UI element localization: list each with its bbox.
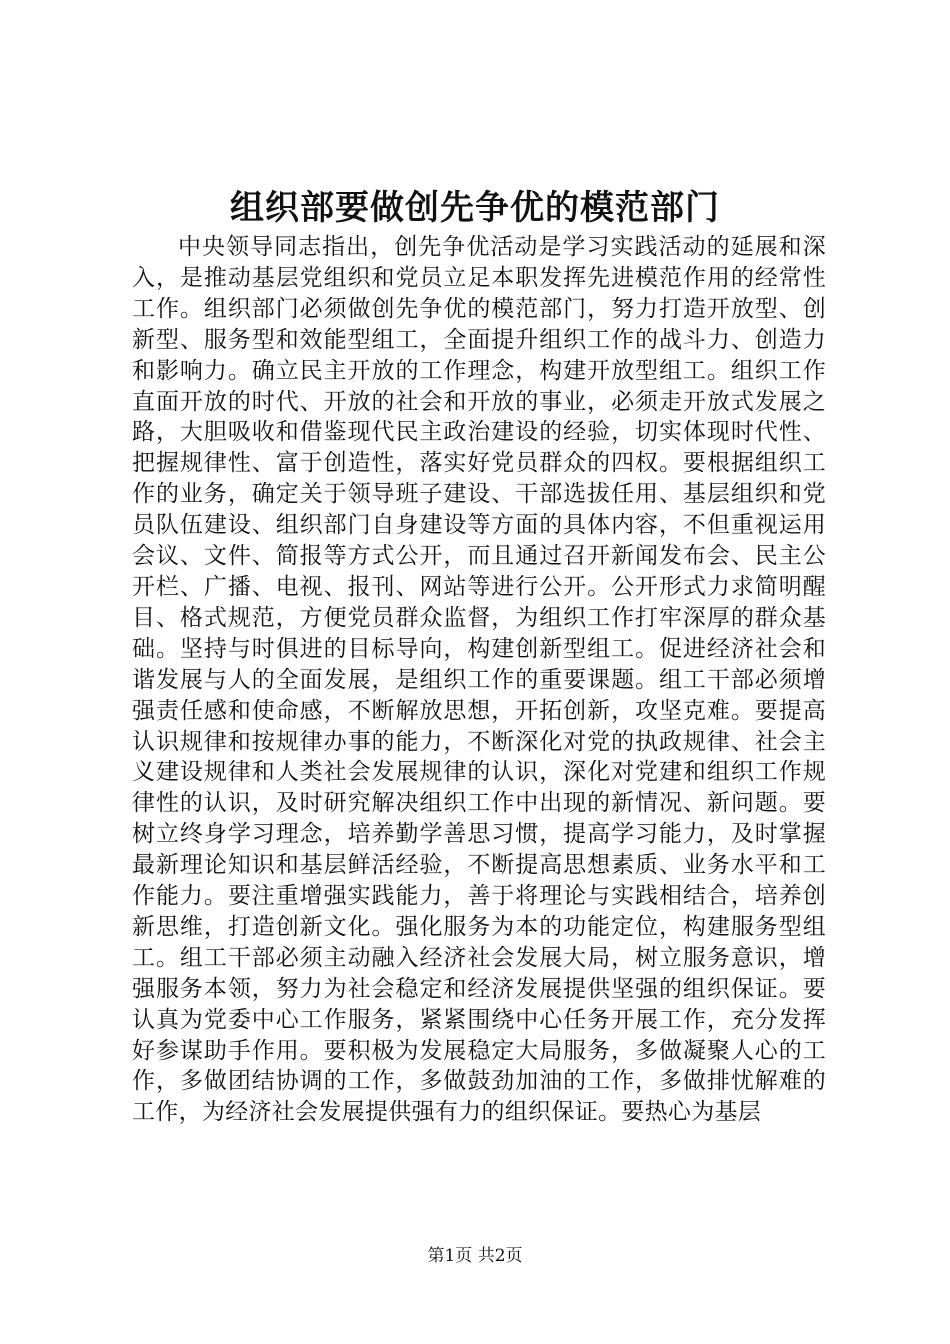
document-body-paragraph: 中央领导同志指出，创先争优活动是学习实践活动的延展和深入，是推动基层党组织和党员立足本职发挥先进模范作用的经常性工作。组织部门必须做创先争优的模范部门，努力打造开放型、创新型、服务型和效能型组工，全面提升组织工作的战斗力、创造力和影响力。确立民主开放的工作理念，构建开放型组工。组织工作直面开放的时代、开放的社会和开放的事业，必须走开放式发展之路，大胆吸收和借鉴现代民主政治建设的经验，切实体现时代性、把握规律性、富于创造性，落实好党员群众的四权。要根据组织工作的业务，确定关于领导班子建设、干部选拔任用、基层组织和党员队伍建设、组织部门自身建设等方面的具体内容，不但重视运用会议、文件、简报等方式公开，而且通过召开新闻发布会、民主公开栏、广播、电视、报刊、网站等进行公开。公开形式力求简明醒目、格式规范，方便党员群众监督，为组织工作打牢深厚的群众基础。坚持与时俱进的目标导向，构建创新型组工。促进经济社会和谐发展与人的全面发展，是组织工作的重要课题。组工干部必须增强责任感和使命感，不断解放思想，开拓创新，攻坚克难。要提高认识规律和按规律办事的能力，不断深化对党的执政规律、社会主义建设规律和人类社会发展规律的认识，深化对党建和组织工作规律性的认识，及时研究解决组织工作中出现的新情况、新问题。要树立终身学习理念，培养勤学善思习惯，提高学习能力，及时掌握最新理论知识和基层鲜活经验，不断提高思想素质、业务水平和工作能力。要注重增强实践能力，善于将理论与实践相结合，培养创新思维，打造创新文化。强化服务为本的功能定位，构建服务型组工。组工干部必须主动融入经济社会发展大局，树立服务意识，增强服务本领，努力为社会稳定和经济发展提供坚强的组织保证。要认真为党委中心工作服务，紧紧围绕中心任务开展工作，充分发挥好参谋助手作用。要积极为发展稳定大局服务，多做凝聚人心的工作，多做团结协调的工作，多做鼓劲加油的工作，多做排忧解难的工作，为经济社会发展提供强有力的组织保证。要热心为基层 (132, 234, 826, 1126)
document-title: 组织部要做创先争优的模范部门 (230, 188, 720, 228)
page-number: 第1页 共2页 (427, 1246, 523, 1266)
